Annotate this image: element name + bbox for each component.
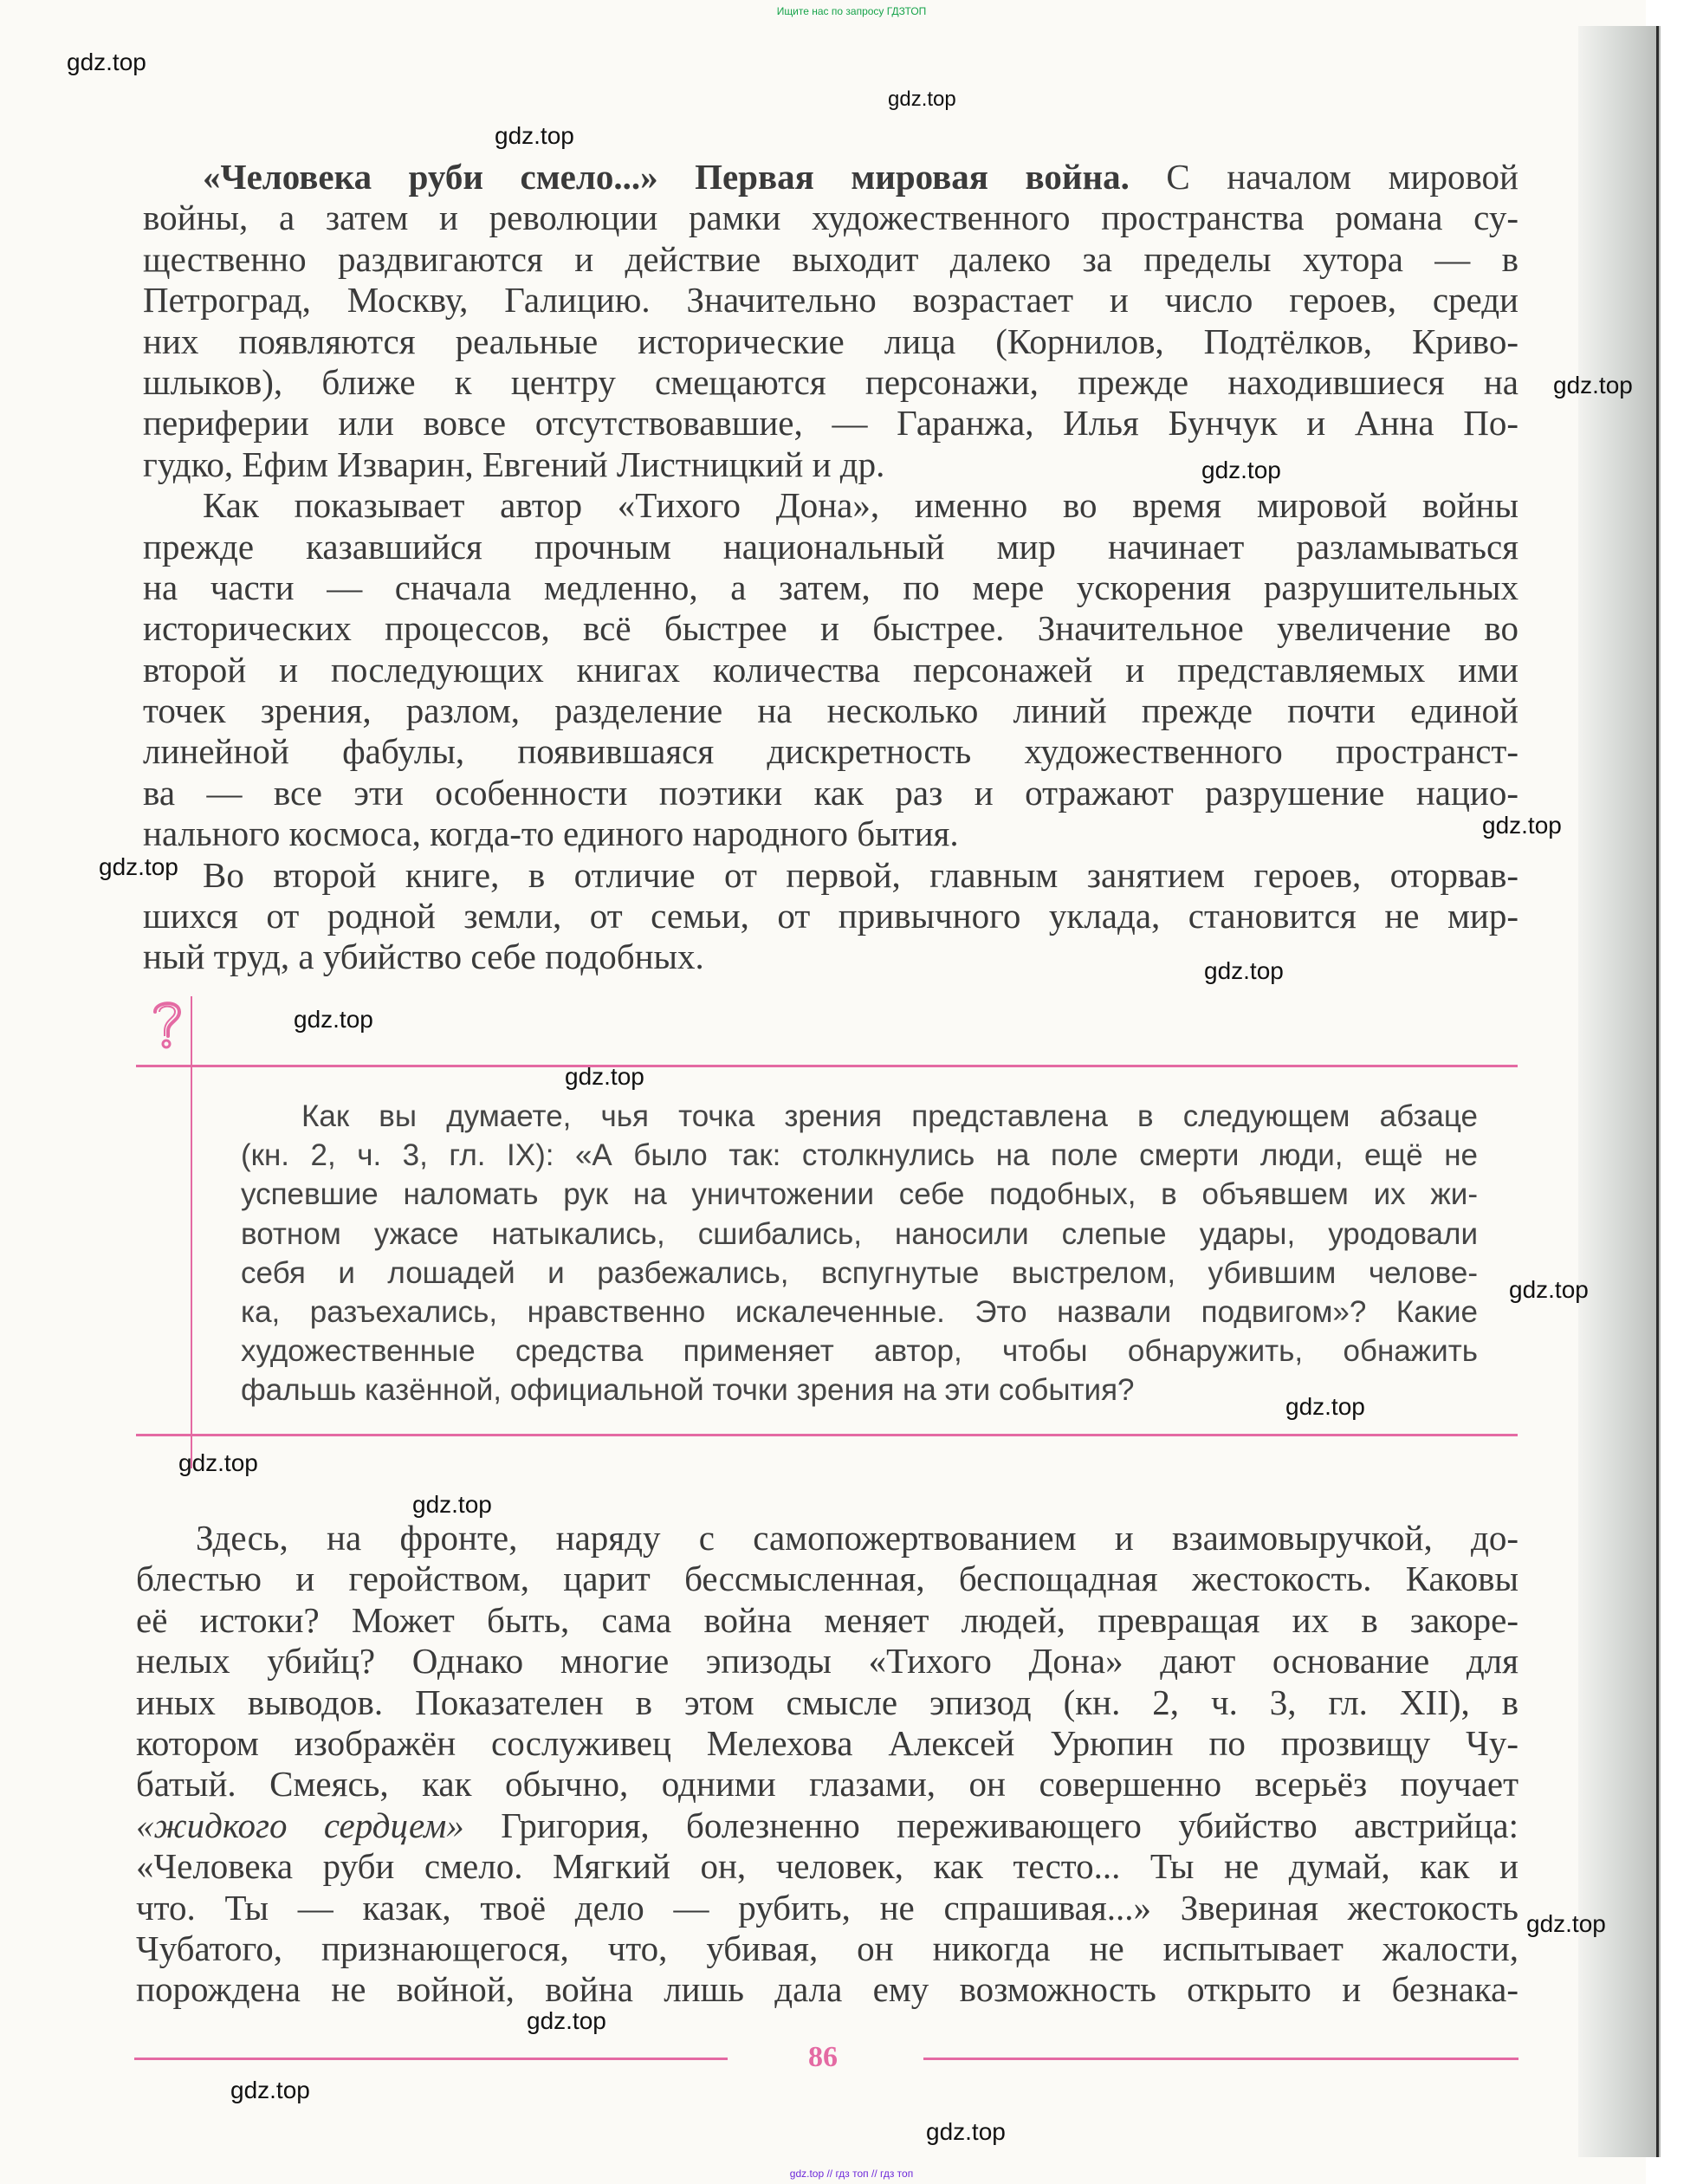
section-chubaty bbox=[136, 1518, 1518, 2011]
watermark[interactable]: gdz.top bbox=[527, 2007, 606, 2034]
text-line: шихся от родной земли, от семьи, от привычного уклада, становится не мир- bbox=[143, 896, 1518, 936]
text-line: «Человека руби смело. Мягкий он, человек, как тесто... Ты не думай, как и bbox=[136, 1846, 1518, 1887]
section-title: «Человека руби смело...» Первая мировая война. bbox=[203, 157, 1130, 197]
page-edge-shadow bbox=[1578, 26, 1661, 2157]
text-line: гудко, Ефим Изварин, Евгений Листницкий и др. bbox=[143, 444, 885, 484]
page-number: 86 bbox=[808, 2041, 838, 2073]
watermark[interactable]: gdz.top bbox=[926, 2118, 1006, 2145]
watermark[interactable]: gdz.top bbox=[412, 1491, 492, 1518]
text-line: котором изображён сослуживец Мелехова Алексей Урюпин по прозвищу Чу- bbox=[136, 1722, 1518, 1763]
bottom-banner[interactable]: gdz.top // гдз топ // гдз топ bbox=[789, 2168, 914, 2180]
text-line: блестью и геройством, царит бессмысленная, беспощадная жестокость. Каковы bbox=[136, 1559, 1518, 1599]
text-line: её истоки? Может быть, сама война меняет людей, превращая их в закоре- bbox=[136, 1599, 1518, 1640]
watermark[interactable]: gdz.top bbox=[1482, 812, 1562, 839]
question-line: Как вы думаете, чья точка зрения представлена в следующем абзаце bbox=[301, 1099, 1478, 1133]
watermark[interactable]: gdz.top bbox=[99, 853, 178, 880]
watermark[interactable]: gdz.top bbox=[1285, 1393, 1365, 1420]
text-line: «жидкого сердцем» Григория, болезненно переживающего убийство австрийца: bbox=[136, 1805, 1518, 1845]
question-mark-icon bbox=[149, 996, 185, 1052]
watermark[interactable]: gdz.top bbox=[1509, 1276, 1589, 1303]
text-line: второй и последующих книгах количества персонажей и представляемых ими bbox=[143, 649, 1518, 690]
watermark[interactable]: gdz.top bbox=[1201, 457, 1281, 483]
watermark[interactable]: gdz.top bbox=[495, 122, 574, 149]
watermark[interactable]: gdz.top bbox=[1553, 372, 1633, 399]
text-line: периферии или вовсе отсутствовавшие, — Гаранжа, Илья Бунчук и Анна По- bbox=[143, 403, 1518, 444]
text-line: порождена не войной, война лишь дала ему возможность открыто и безнака- bbox=[136, 1969, 1518, 2010]
question-line: ка, разъехались, нравственно искалеченные. Это назвали подвигом»? Какие bbox=[241, 1294, 1478, 1329]
text-line: шлыков), ближе к центру смещаются персонажи, прежде находившиеся на bbox=[143, 361, 1518, 402]
section-first-world-war bbox=[143, 157, 1518, 978]
watermark[interactable]: gdz.top bbox=[294, 1006, 373, 1033]
watermark[interactable]: gdz.top bbox=[67, 49, 146, 75]
question-line: фальшь казённой, официальной точки зрения на эти события? bbox=[241, 1373, 1135, 1408]
watermark[interactable]: gdz.top bbox=[565, 1063, 644, 1090]
text-line: батый. Смеясь, как обычно, одними глазами, он совершенно всерьёз поучает bbox=[136, 1764, 1518, 1805]
watermark[interactable]: gdz.top bbox=[1526, 1910, 1606, 1937]
text-line: точек зрения, разлом, разделение на несколько линий прежде почти единой bbox=[143, 690, 1518, 731]
text-line: них появляются реальные исторические лица (Корнилов, Подтёлков, Криво- bbox=[143, 321, 1518, 361]
page-edge-line bbox=[1656, 26, 1659, 2157]
question-line: вотном ужасе натыкались, сшибались, наносили слепые удары, уродовали bbox=[241, 1216, 1478, 1251]
footer-rule-right bbox=[923, 2058, 1518, 2060]
text-line: Во второй книге, в отличие от первой, главным занятием героев, оторвав- bbox=[203, 854, 1518, 895]
question-box-text bbox=[241, 1097, 1478, 1410]
text-line: Как показывает автор «Тихого Дона», именно во время мировой войны bbox=[203, 485, 1518, 526]
text-line: на части — сначала медленно, а затем, по мере ускорения разрушительных bbox=[143, 567, 1518, 607]
text-line: прежде казавшийся прочным национальный мир начинает разламываться bbox=[143, 526, 1518, 567]
text-line: что. Ты — казак, твоё дело — рубить, не спрашивая...» Звериная жестокость bbox=[136, 1887, 1518, 1928]
question-line: успевшие наломать рук на уничтожении себе подобных, в объявшем их жи- bbox=[241, 1177, 1478, 1212]
text-line: ва — все эти особенности поэтики как раз и отражают разрушение нацио- bbox=[143, 772, 1518, 813]
text-line: щественно раздвигаются и действие выходит далеко за пределы хутора — в bbox=[143, 238, 1518, 279]
text-line: Здесь, на фронте, наряду с самопожертвованием и взаимовыручкой, до- bbox=[196, 1518, 1518, 1558]
watermark[interactable]: gdz.top bbox=[888, 87, 956, 111]
text-line: нелых убийц? Однако многие эпизоды «Тихого Дона» дают основание для bbox=[136, 1641, 1518, 1682]
text-line: линейной фабулы, появившаяся дискретность художественного пространст- bbox=[143, 731, 1518, 772]
watermark[interactable]: gdz.top bbox=[230, 2077, 310, 2103]
top-banner[interactable]: Ищите нас по запросу ГДЗТОП bbox=[776, 5, 927, 17]
question-box-bottom-rule bbox=[136, 1434, 1518, 1436]
text-line: исторических процессов, всё быстрее и быстрее. Значительное увеличение во bbox=[143, 608, 1518, 649]
question-line: (кн. 2, ч. 3, гл. IX): «А было так: столкнулись на поле смерти люди, ещё не bbox=[241, 1138, 1478, 1173]
text-line: «Человека руби смело...» Первая мировая война. С началом мировой bbox=[203, 157, 1518, 197]
footer-rule-left bbox=[134, 2058, 728, 2060]
watermark[interactable]: gdz.top bbox=[178, 1449, 258, 1476]
text-line: нального космоса, когда-то единого народного бытия. bbox=[143, 813, 959, 854]
text-line: иных выводов. Показателен в этом смысле эпизод (кн. 2, ч. 3, гл. XII), в bbox=[136, 1682, 1518, 1722]
text-line: Петроград, Москву, Галицию. Значительно возрастает и число героев, среди bbox=[143, 280, 1518, 321]
text-line: ный труд, а убийство себе подобных. bbox=[143, 936, 704, 977]
question-box-top-rule bbox=[136, 1065, 1518, 1067]
italic-quote: «жидкого сердцем» bbox=[136, 1805, 464, 1845]
text-line: войны, а затем и революции рамки художественного пространства романа су- bbox=[143, 198, 1518, 238]
question-line: себя и лошадей и разбежались, вспугнутые выстрелом, убившим челове- bbox=[241, 1255, 1478, 1290]
watermark[interactable]: gdz.top bbox=[1204, 957, 1284, 984]
question-line: художественные средства применяет автор, чтобы обнаружить, обнажить bbox=[241, 1334, 1478, 1369]
text-line: Чубатого, признающегося, что, убивая, он никогда не испытывает жалости, bbox=[136, 1928, 1518, 1968]
